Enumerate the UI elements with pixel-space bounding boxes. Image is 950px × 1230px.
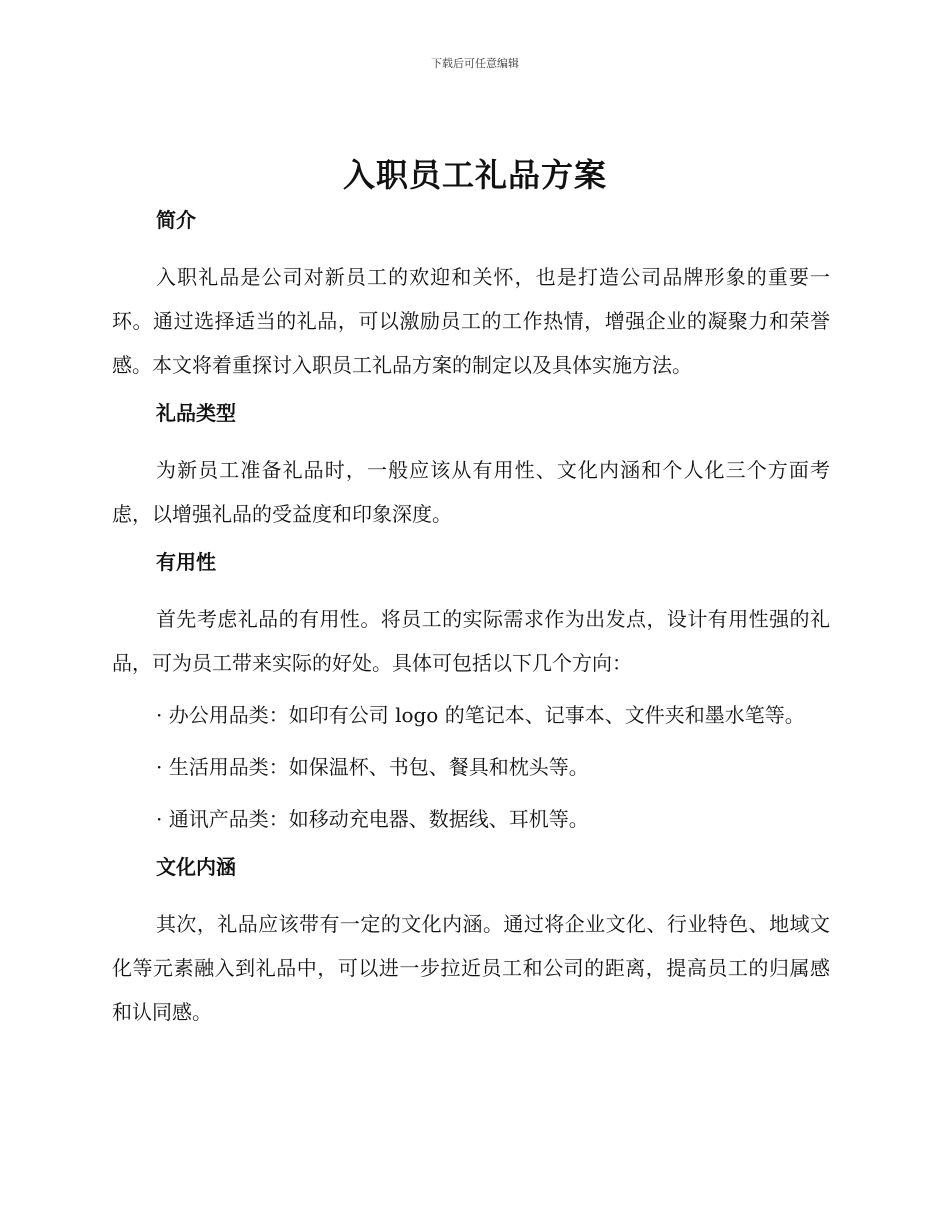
gift-types-paragraph: 为新员工准备礼品时，一般应该从有用性、文化内涵和个人化三个方面考虑，以增强礼品的受益度和印象深度。 [112, 458, 830, 526]
section-heading-gift-types: 礼品类型 [156, 401, 236, 425]
usefulness-paragraph: 首先考虑礼品的有用性。将员工的实际需求作为出发点，设计有用性强的礼品，可为员工带来实际的好处。具体可包括以下几个方向： [112, 607, 830, 675]
document-body [112, 202, 830, 1034]
culture-paragraph: 其次，礼品应该带有一定的文化内涵。通过将企业文化、行业特色、地域文化等元素融入到礼品中，可以进一步拉近员工和公司的距离，提高员工的归属感和认同感。 [112, 912, 830, 1024]
header-note: 下载后可任意编辑 [431, 57, 519, 70]
intro-paragraph: 入职礼品是公司对新员工的欢迎和关怀，也是打造公司品牌形象的重要一环。通过选择适当的礼品，可以激励员工的工作热情，增强企业的凝聚力和荣誉感。本文将着重探讨入职员工礼品方案的制定以及具体实施方法。 [112, 265, 830, 377]
bullet-item-office: · 办公用品类：如印有公司 logo 的笔记本、记事本、文件夹和墨水笔等。 [156, 703, 805, 727]
bullet-item-daily: · 生活用品类：如保温杯、书包、餐具和枕头等。 [156, 755, 589, 779]
section-heading-intro: 简介 [156, 208, 196, 232]
document-title: 入职员工礼品方案 [342, 156, 607, 194]
bullet-item-electronics: · 通讯产品类：如移动充电器、数据线、耳机等。 [156, 807, 589, 831]
section-heading-culture: 文化内涵 [156, 855, 236, 879]
section-heading-usefulness: 有用性 [156, 550, 216, 574]
